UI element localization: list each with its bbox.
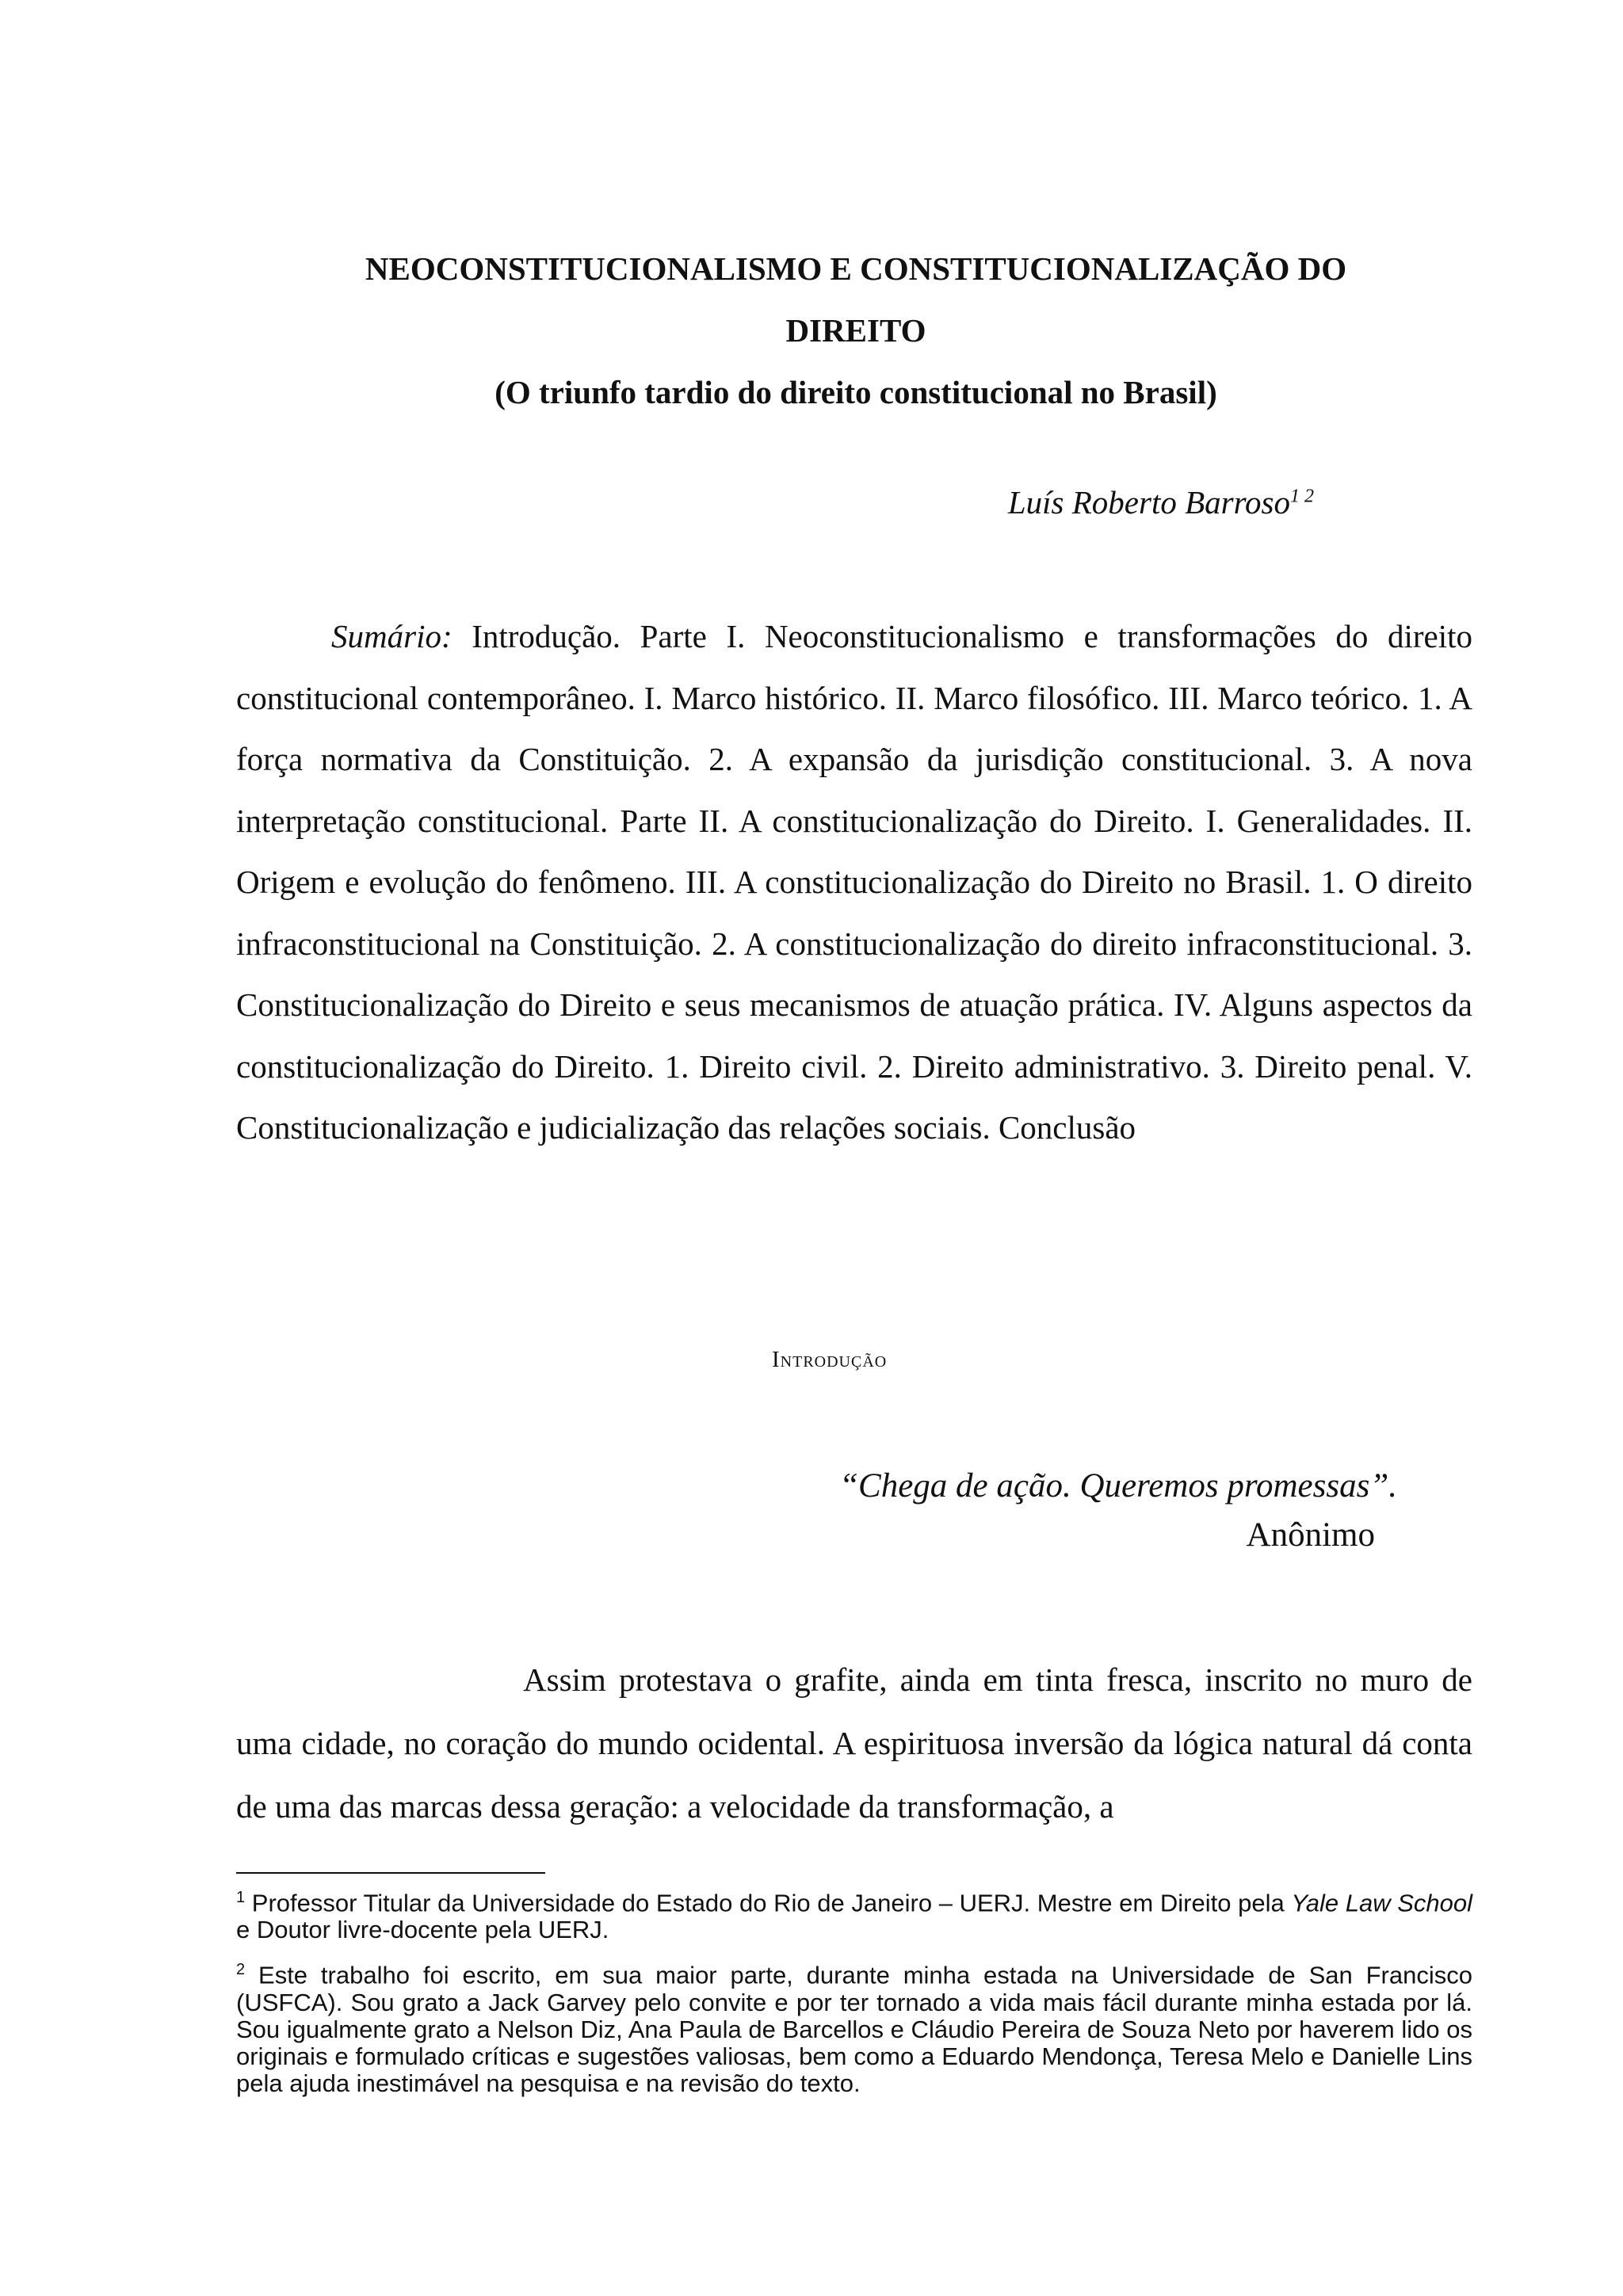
title-line-1: NEOCONSTITUCIONALISMO E CONSTITUCIONALIZAÇÃO DO [365, 250, 1347, 287]
title-line-2: DIREITO [785, 312, 926, 349]
summary-text: Introdução. Parte I. Neoconstitucionalismo e transformações do direito constitucional contemporâneo. I. Marco histórico. II. Marco filosófico. III. Marco teórico. 1. A força normativa da Constituição. 2. A expansão da jurisdição constitucional. 3. A nova interpretação constitucional. Parte II. A constitucionalização do Direito. I. Generalidades. II. Origem e evolução do fenômeno. III. A constitucionalização do Direito no Brasil. 1. O direito infraconstitucional na Constituição. 2. A constitucionalização do direito infraconstitucional. 3. Constitucionalização do Direito e seus mecanismos de atuação prática. IV. Alguns aspectos da constitucionalização do Direito. 1. Direito civil. 2. Direito administrativo. 3. Direito penal. V. Constitucionalização e judicialização das relações sociais. Conclusão [236, 618, 1472, 1146]
author-name: Luís Roberto Barroso [1007, 484, 1290, 521]
author-byline [1008, 483, 1314, 521]
epigraph [839, 1462, 1397, 1560]
author-footnote-refs: 1 2 [1290, 486, 1314, 507]
document-subtitle: (O triunfo tardio do direito constitucional no Brasil) [495, 374, 1217, 410]
footnote-2 [236, 1956, 1472, 2096]
footnote-1 [236, 1884, 1472, 1943]
footnote-1-text-a: Professor Titular da Universidade do Estado do Rio de Janeiro – UERJ. Mestre em Direito pela [251, 1889, 1292, 1917]
summary-label: Sumário: [331, 618, 453, 654]
footnote-1-number: 1 [236, 1889, 246, 1906]
body-paragraph: Assim protestava o grafite, ainda em tinta fresca, inscrito no muro de uma cidade, no coração do mundo ocidental. A espirituosa inversão da lógica natural dá conta de uma das marcas dessa geração: a velocidade da transformação, a [236, 1661, 1472, 1825]
footnote-1-text-b: e Doutor livre-docente pela UERJ. [236, 1916, 609, 1944]
epigraph-source: Anônimo [1246, 1516, 1375, 1554]
section-heading-introduction: Introdução [772, 1347, 888, 1372]
document-title [301, 238, 1411, 423]
footnotes [236, 1884, 1472, 2110]
footnote-divider [236, 1872, 545, 1874]
summary-paragraph [236, 606, 1472, 1159]
footnote-2-text: Este trabalho foi escrito, em sua maior parte, durante minha estada na Universidade de San Francisco (USFCA). Sou grato a Jack Garvey pelo convite e por ter tornado a vida mais fácil durante minha estada por lá. Sou igualmente grato a Nelson Diz, Ana Paula de Barcellos e Cláudio Pereira de Souza Neto por haverem lido os originais e formulado críticas e sugestões valiosas, bem como a Eduardo Mendonça, Teresa Melo e Danielle Lins pela ajuda inestimável na pesquisa e na revisão do texto. [236, 1961, 1472, 2097]
footnote-2-number: 2 [236, 1961, 246, 1979]
epigraph-quote: “Chega de ação. Queremos promessas”. [839, 1467, 1397, 1505]
footnote-1-italic: Yale Law School [1291, 1889, 1472, 1917]
